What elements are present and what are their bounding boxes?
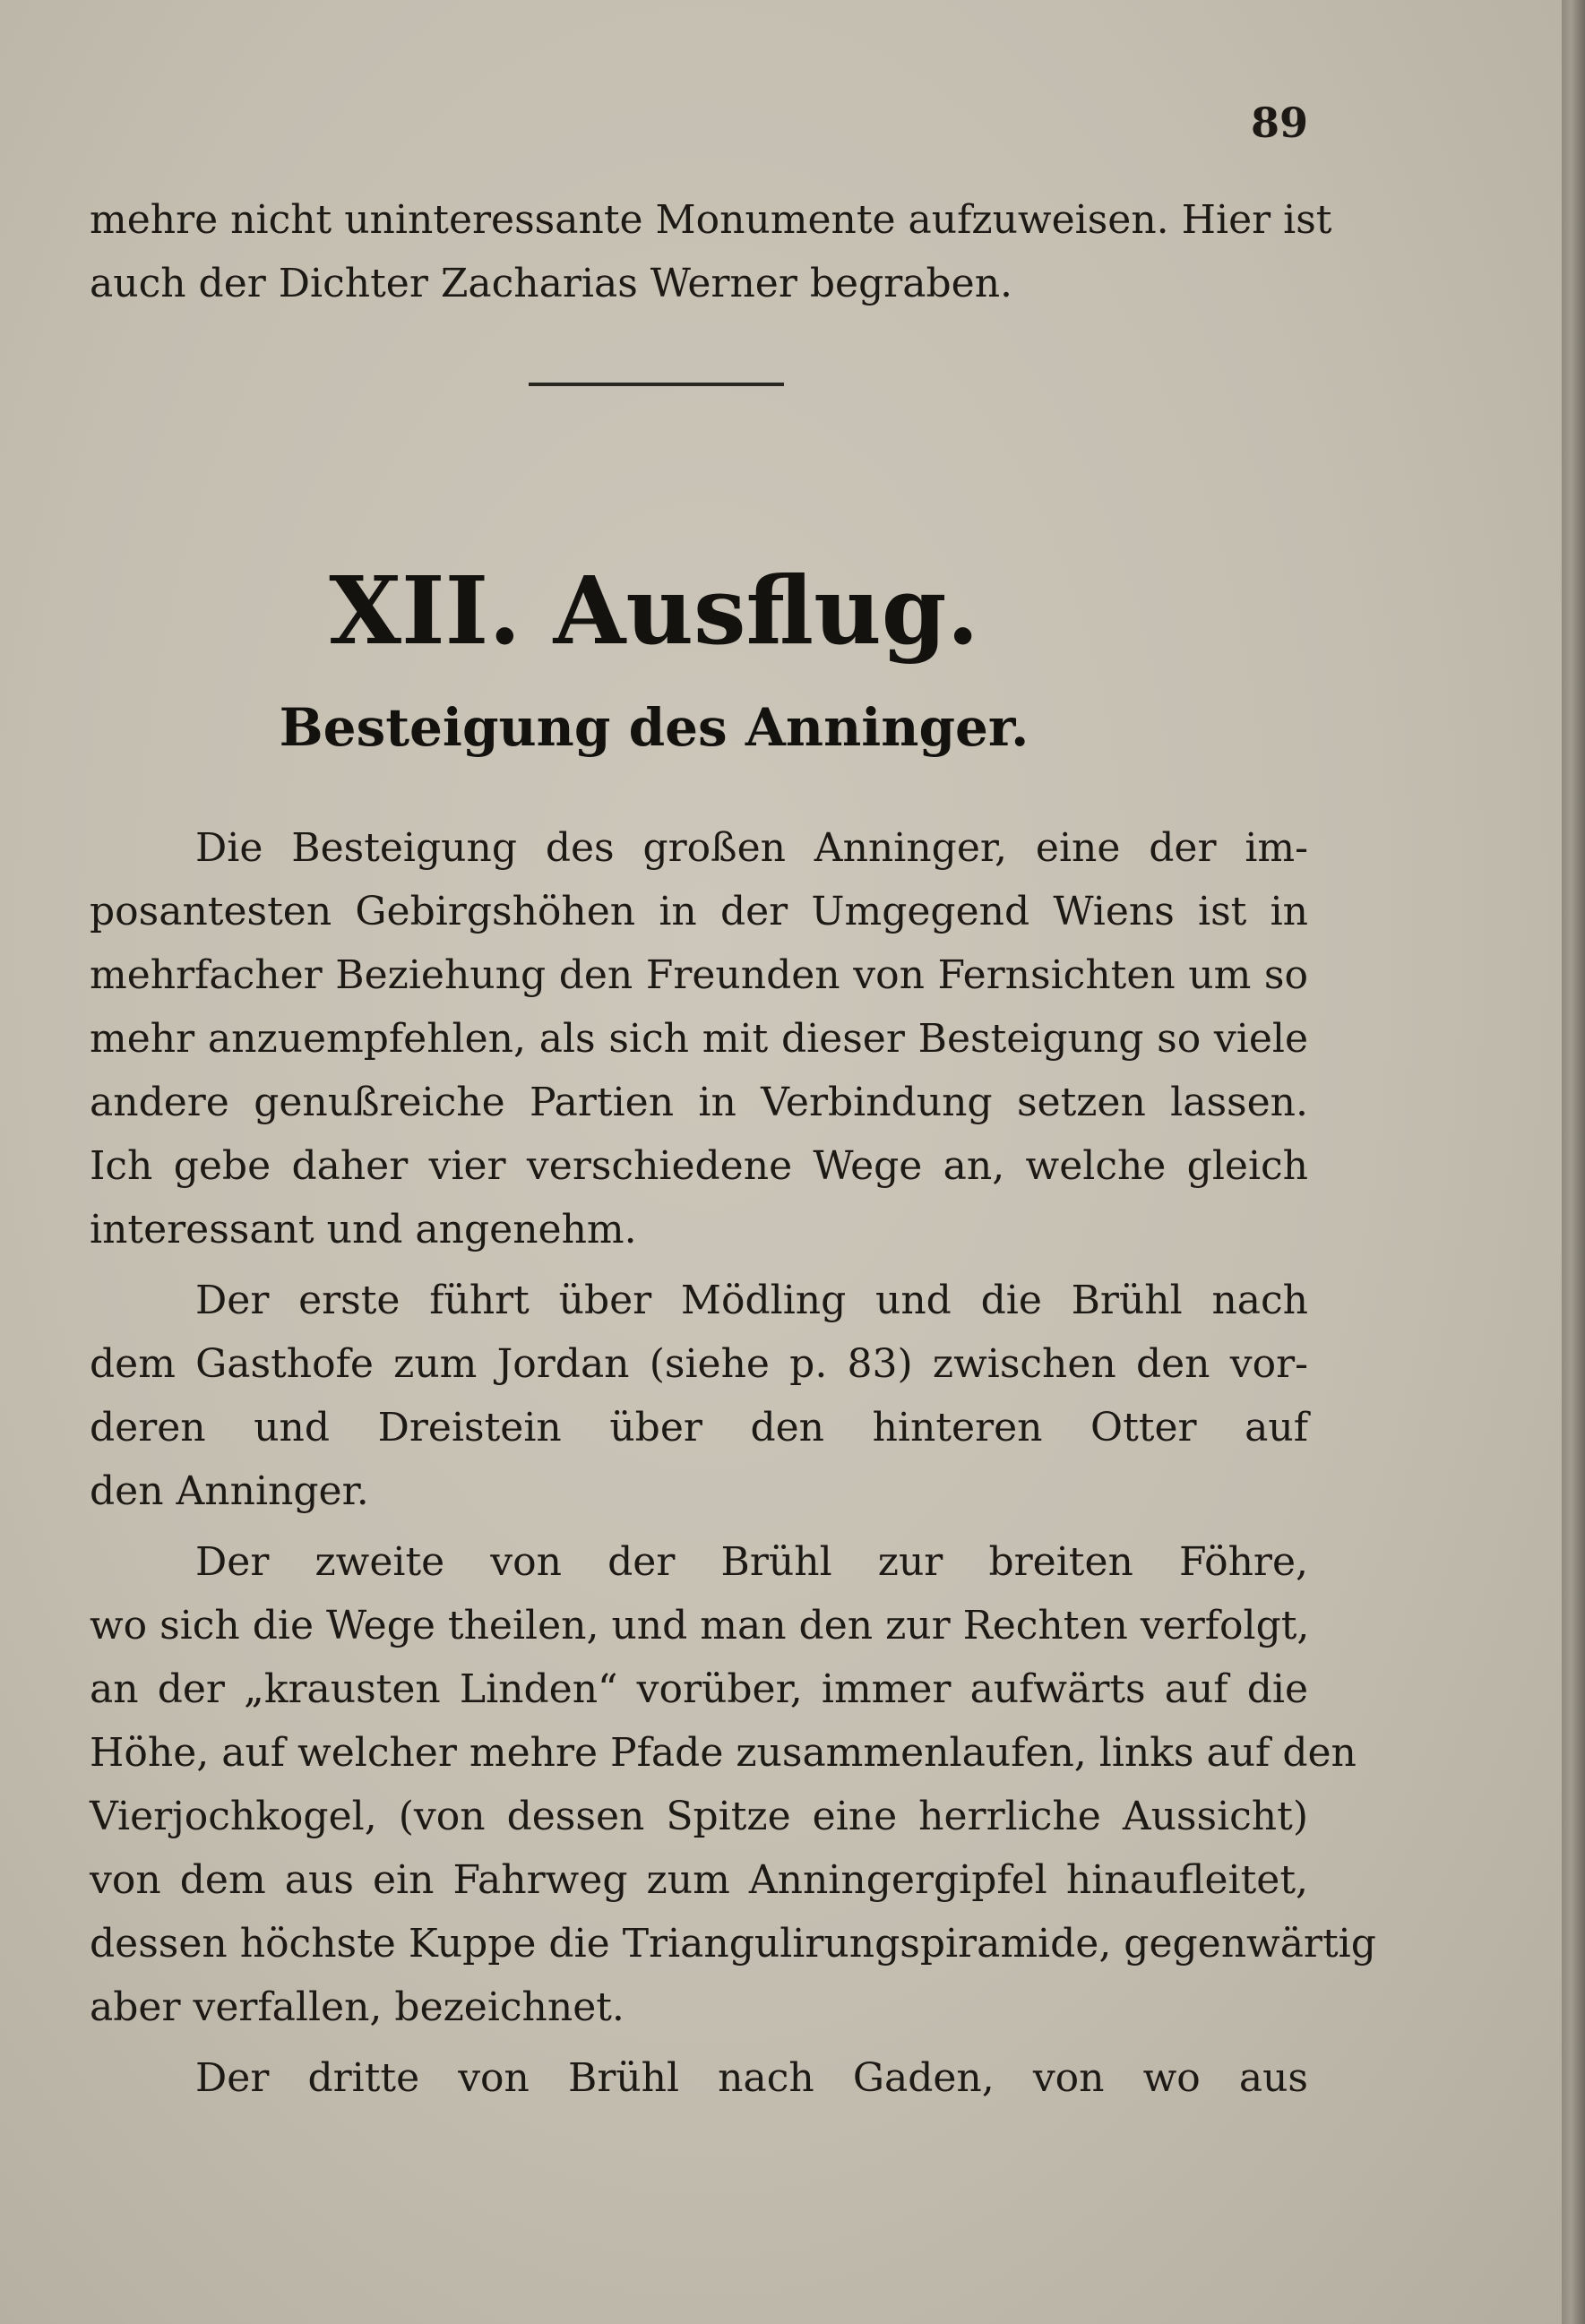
section-divider — [529, 383, 784, 386]
body-line: interessant und angenehm. — [90, 1207, 637, 1252]
chapter-title: XII. Ausflug. — [329, 555, 979, 666]
body-line: wo sich die Wege theilen, und man den zur Rechten verfolgt, — [90, 1603, 1310, 1648]
body-line: mehr anzuempfehlen, als sich mit dieser Besteigung so viele — [90, 1016, 1308, 1062]
body-line: an der „krausten Linden“ vorüber, immer aufwärts auf die — [90, 1666, 1308, 1712]
body-line: von dem aus ein Fahrweg zum Anningergipfel hinaufleitet, — [90, 1857, 1308, 1903]
body-line: deren und Dreistein über den hinteren Otter auf — [90, 1405, 1308, 1450]
chapter-subtitle: Besteigung des Anninger. — [279, 697, 1029, 758]
body-line: Höhe, auf welcher mehre Pfade zusammenlaufen, links auf den — [90, 1730, 1357, 1776]
body-line: Vierjochkogel, (von dessen Spitze eine herrliche Aussicht) — [90, 1794, 1308, 1839]
body-line: Der dritte von Brühl nach Gaden, von wo aus — [195, 2055, 1308, 2101]
body-line: mehrfacher Beziehung den Freunden von Fernsichten um so — [90, 952, 1308, 998]
page-edge — [1562, 0, 1585, 2324]
body-line: Der zweite von der Brühl zur breiten Föhre, — [195, 1539, 1308, 1585]
page-number: 89 — [1250, 99, 1308, 147]
continuation-line: auch der Dichter Zacharias Werner begraben. — [90, 261, 1013, 306]
body-line: dessen höchste Kuppe die Triangulirungspiramide, gegenwärtig — [90, 1921, 1376, 1967]
body-line: Ich gebe daher vier verschiedene Wege an, welche gleich — [90, 1143, 1308, 1189]
body-line: Der erste führt über Mödling und die Brühl nach — [195, 1278, 1308, 1323]
body-line: andere genußreiche Partien in Verbindung setzen lassen. — [90, 1080, 1308, 1125]
body-line: posantesten Gebirgshöhen in der Umgegend Wiens ist in — [90, 889, 1308, 934]
body-line: aber verfallen, bezeichnet. — [90, 1984, 625, 2030]
body-line: Die Besteigung des großen Anninger, eine der im- — [195, 825, 1308, 871]
body-line: den Anninger. — [90, 1468, 369, 1514]
continuation-line: mehre nicht uninteressante Monumente aufzuweisen. Hier ist — [90, 197, 1332, 243]
body-line: dem Gasthofe zum Jordan (siehe p. 83) zwischen den vor- — [90, 1341, 1308, 1387]
